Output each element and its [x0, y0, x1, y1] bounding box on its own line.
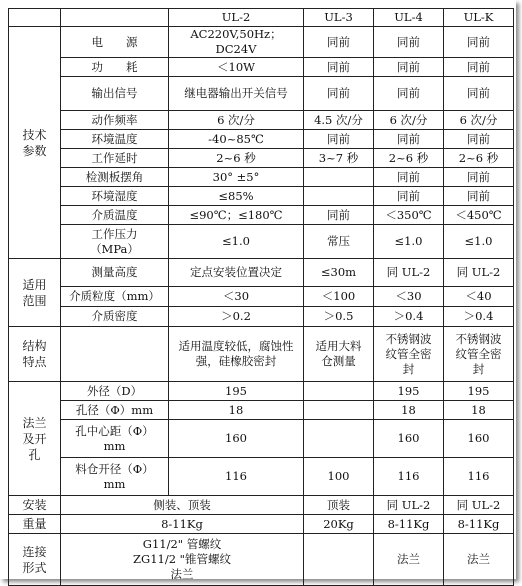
cell: 160 — [169, 420, 304, 458]
row-label: 外径（D） — [61, 382, 169, 401]
row-label: 动作频率 — [61, 111, 169, 130]
cell: 3~7 秒 — [304, 149, 374, 168]
cell: ≤90℃；≤180℃ — [169, 206, 304, 225]
cell: 2~6 秒 — [169, 149, 304, 168]
cell — [304, 401, 374, 420]
cell: 同前 — [374, 58, 444, 77]
spec-table — [8, 8, 514, 586]
cell: ＜450℃ — [444, 206, 514, 225]
cell: 18 — [374, 401, 444, 420]
cell: ≤30m — [304, 259, 374, 287]
cell — [304, 168, 374, 187]
cell — [61, 534, 304, 586]
cell: 18 — [169, 401, 304, 420]
cell: 6 次/分 — [169, 111, 304, 130]
cell: ＜30 — [169, 287, 304, 307]
row-label: 介质温度 — [61, 206, 169, 225]
row-label: 环境温度 — [61, 130, 169, 149]
cell: 2~6 秒 — [374, 149, 444, 168]
cell: 160 — [444, 420, 514, 458]
cell: 继电器输出开关信号 — [169, 77, 304, 111]
table-row — [9, 149, 514, 168]
cell: 30° ±5° — [169, 168, 304, 187]
table-row — [9, 259, 514, 287]
cell: 同前 — [304, 206, 374, 225]
cell: 同 UL-2 — [374, 496, 444, 515]
cell: 不锈钢波纹管全密封 — [444, 327, 514, 382]
table-row — [9, 382, 514, 401]
cell: 法兰 — [374, 534, 444, 586]
table-row — [9, 307, 514, 327]
cell: ＞0.4 — [374, 307, 444, 327]
cell: ＜10W — [169, 58, 304, 77]
cell: 116 — [169, 458, 304, 496]
cell: 同前 — [444, 168, 514, 187]
cell: -40~85℃ — [169, 130, 304, 149]
header-cell: UL-4 — [374, 9, 444, 27]
table-row — [9, 206, 514, 225]
table-row — [9, 187, 514, 206]
cell: 6 次/分 — [374, 111, 444, 130]
group-label: 结构 特点 — [22, 339, 47, 369]
cell: ＞0.5 — [304, 307, 374, 327]
row-label-text: 工作压力 （MPa） — [90, 226, 139, 256]
table-row — [9, 27, 514, 58]
cell: 195 — [444, 382, 514, 401]
cell: 同前 — [304, 130, 374, 149]
connect-text: G11/2" 管螺纹 ZG11/2 "锥管螺纹 法兰 — [133, 537, 231, 581]
cell: 同前 — [444, 58, 514, 77]
row-label: 工作延时 — [61, 149, 169, 168]
row-label — [61, 458, 169, 496]
cell: 同前 — [444, 27, 514, 58]
cell: 同前 — [304, 58, 374, 77]
cell: 同前 — [374, 27, 444, 58]
table-row — [9, 534, 514, 586]
group-flange-label — [9, 382, 61, 496]
group-scope-label — [9, 259, 61, 327]
cell: 常压 — [304, 225, 374, 259]
cell: 法兰 — [444, 534, 514, 586]
cell: ＜40 — [444, 287, 514, 307]
cell: 6 次/分 — [444, 111, 514, 130]
cell: 100 — [304, 458, 374, 496]
header-cell: UL-2 — [169, 9, 304, 27]
cell: ≤1.0 — [169, 225, 304, 259]
cell: 同前 — [304, 27, 374, 58]
cell: 8-11Kg — [444, 515, 514, 534]
cell: 同 UL-2 — [444, 496, 514, 515]
table-row — [9, 225, 514, 259]
cell: 顶装 — [304, 496, 374, 515]
group-connect-label — [9, 534, 61, 586]
row-label: 孔径（Φ）mm — [61, 401, 169, 420]
table-row — [9, 420, 514, 458]
cell: 20Kg — [304, 515, 374, 534]
group-struct-label — [9, 327, 61, 382]
table-row — [9, 111, 514, 130]
header-row — [9, 9, 514, 27]
cell: ＜100 — [304, 287, 374, 307]
row-label — [61, 225, 169, 259]
row-label-text: 料仓开径（Φ） mm — [75, 461, 154, 491]
table-row — [9, 168, 514, 187]
group-weight-label: 重量 — [9, 515, 61, 534]
cell: 同前 — [444, 77, 514, 111]
cell: 同前 — [374, 130, 444, 149]
cell: 同前 — [444, 130, 514, 149]
header-cell — [9, 9, 61, 27]
row-label: 电 源 — [61, 27, 169, 58]
cell: ≤1.0 — [374, 225, 444, 259]
cell: 适用大料仓测量 — [304, 327, 374, 382]
cell: 195 — [374, 382, 444, 401]
table-row — [9, 77, 514, 111]
table-row — [9, 130, 514, 149]
table-row — [9, 287, 514, 307]
cell: ≤1.0 — [444, 225, 514, 259]
group-install-label: 安装 — [9, 496, 61, 515]
cell: 同前 — [304, 77, 374, 111]
cell: 8-11Kg — [374, 515, 444, 534]
row-label: 测量高度 — [61, 259, 169, 287]
header-cell: UL-3 — [304, 9, 374, 27]
cell: 8-11Kg — [61, 515, 304, 534]
cell: 116 — [374, 458, 444, 496]
cell: 160 — [374, 420, 444, 458]
row-label: 介质密度 — [61, 307, 169, 327]
cell — [304, 187, 374, 206]
cell: ＜30 — [374, 287, 444, 307]
header-cell — [61, 9, 169, 27]
table-row — [9, 401, 514, 420]
cell: ≤85% — [169, 187, 304, 206]
header-cell: UL-K — [444, 9, 514, 27]
cell: ＞0.2 — [169, 307, 304, 327]
cell: AC220V,50Hz；DC24V — [169, 27, 304, 58]
group-label: 法兰 及开 孔 — [22, 415, 47, 462]
table-row — [9, 496, 514, 515]
table-row — [9, 58, 514, 77]
row-label: 检测板摆角 — [61, 168, 169, 187]
cell: 不锈钢波纹管全密封 — [374, 327, 444, 382]
cell: 定点安装位置决定 — [169, 259, 304, 287]
cell: ＜350℃ — [374, 206, 444, 225]
cell: 同前 — [374, 168, 444, 187]
row-label — [61, 327, 169, 382]
table-row — [9, 327, 514, 382]
cell: 适用温度较低，腐蚀性强，硅橡胶密封 — [169, 327, 304, 382]
group-label: 适用 范围 — [22, 277, 47, 308]
cell: 同前 — [444, 187, 514, 206]
cell: 2~6 秒 — [444, 149, 514, 168]
row-label: 介质粒度（mm） — [61, 287, 169, 307]
cell: 同 UL-2 — [444, 259, 514, 287]
row-label: 功 耗 — [61, 58, 169, 77]
cell: ＞0.4 — [444, 307, 514, 327]
row-label: 环境湿度 — [61, 187, 169, 206]
group-label: 连接 形式 — [22, 544, 47, 575]
cell: 116 — [444, 458, 514, 496]
cell — [304, 534, 374, 586]
row-label — [61, 420, 169, 458]
row-label: 输出信号 — [61, 77, 169, 111]
table-row — [9, 515, 514, 534]
cell — [304, 382, 374, 401]
cell: 侧装、顶装 — [61, 496, 304, 515]
cell: 4.5 次/分 — [304, 111, 374, 130]
group-label: 技术 参数 — [22, 127, 47, 158]
cell — [304, 420, 374, 458]
cell: 同 UL-2 — [374, 259, 444, 287]
cell: 同前 — [374, 187, 444, 206]
cell: 同前 — [374, 77, 444, 111]
cell: 18 — [444, 401, 514, 420]
row-label-text: 孔中心距（Φ） mm — [75, 423, 154, 453]
cell: 195 — [169, 382, 304, 401]
table-row — [9, 458, 514, 496]
group-tech-label — [9, 27, 61, 259]
